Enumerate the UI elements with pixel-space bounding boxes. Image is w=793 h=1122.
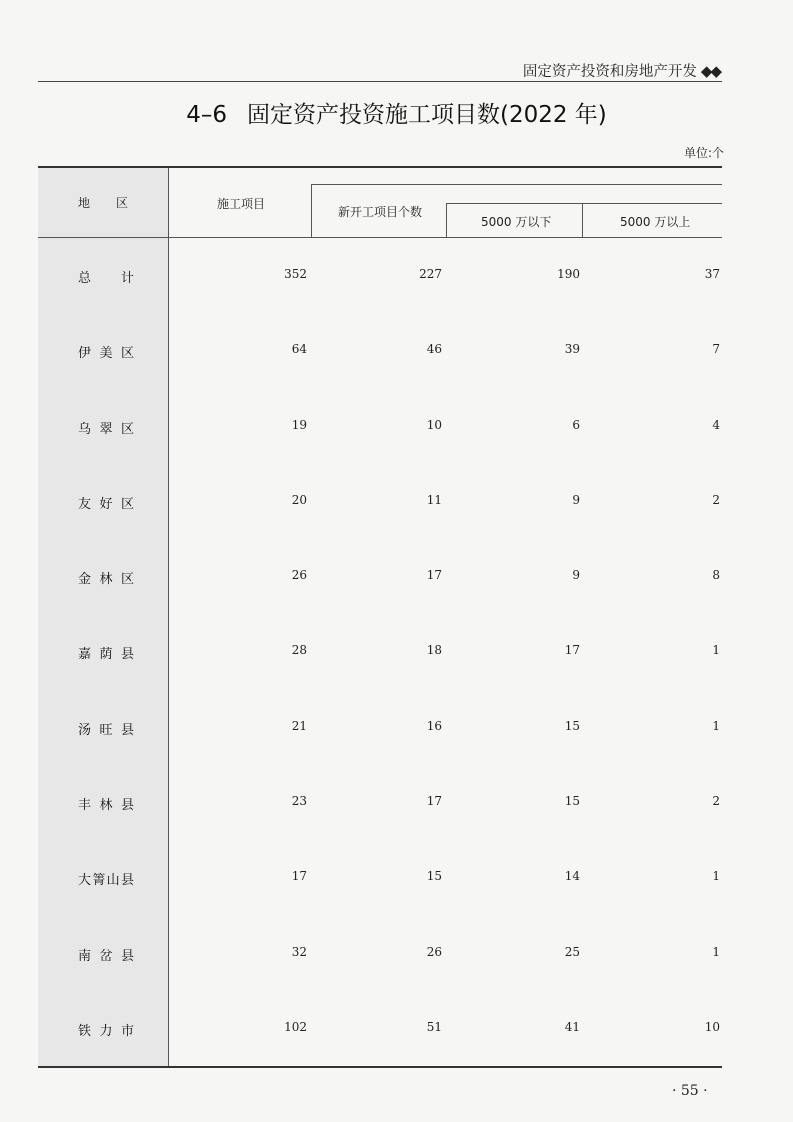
above-value: 1 (712, 643, 720, 658)
above-value: 1 (712, 869, 720, 884)
region-name: 总计 (78, 271, 134, 286)
above-value: 8 (712, 568, 720, 583)
table-row (38, 840, 722, 915)
total-value: 102 (284, 1019, 307, 1034)
above-value: 4 (712, 417, 720, 432)
below-value: 14 (564, 869, 580, 884)
new-value: 15 (426, 869, 442, 884)
table-row (38, 690, 722, 765)
header-divider-above (582, 203, 583, 237)
region-name: 伊美区 (78, 346, 134, 362)
below-value: 15 (564, 794, 580, 809)
page-number: · 55 · (672, 1083, 708, 1099)
new-value: 18 (426, 643, 442, 658)
region-name: 大箐山县 (78, 873, 134, 889)
new-value: 10 (426, 417, 442, 432)
table-top-rule (38, 166, 722, 168)
new-value: 46 (426, 342, 442, 357)
table-row (38, 991, 722, 1066)
header-rule (38, 81, 722, 82)
region-name: 乌翠区 (78, 421, 134, 437)
table-title: 固定资产投资施工项目数(2022 年) (246, 102, 607, 128)
total-value: 26 (291, 568, 307, 583)
header-divider-below (446, 203, 447, 237)
total-value: 28 (291, 643, 307, 658)
new-value: 17 (426, 568, 442, 583)
region-name: 嘉荫县 (78, 647, 134, 663)
table-number: 4–6 (186, 102, 227, 128)
header-divider-new (311, 184, 312, 237)
above-value: 7 (712, 342, 720, 357)
new-value: 17 (426, 794, 442, 809)
above-value: 37 (704, 267, 720, 281)
below-value: 17 (564, 643, 580, 658)
below-value: 6 (572, 417, 580, 432)
column-header-region: 地区 (78, 196, 155, 210)
total-value: 17 (291, 869, 307, 884)
above-value: 1 (712, 944, 720, 959)
above-value: 2 (712, 794, 720, 809)
new-value: 227 (419, 267, 442, 281)
page-title (0, 96, 793, 129)
above-value: 2 (712, 492, 720, 507)
total-value: 64 (291, 342, 307, 357)
table-row (38, 313, 722, 388)
column-header-above: 5000 万以上 (620, 215, 691, 229)
below-value: 25 (564, 944, 580, 959)
table-body (38, 238, 722, 1066)
total-value: 32 (291, 944, 307, 959)
total-value: 21 (291, 718, 307, 733)
total-value: 352 (284, 267, 307, 281)
table-bottom-rule (38, 1066, 722, 1068)
above-value: 1 (712, 718, 720, 733)
table-row (38, 389, 722, 464)
below-value: 41 (564, 1019, 580, 1034)
region-name: 丰林县 (78, 798, 134, 814)
below-value: 9 (572, 492, 580, 507)
above-value: 10 (704, 1019, 720, 1034)
table-row (38, 539, 722, 614)
new-value: 16 (426, 718, 442, 733)
below-value: 39 (564, 342, 580, 357)
running-head-label: 固定资产投资和房地产开发 (522, 64, 697, 80)
table-row (38, 916, 722, 991)
column-header-new: 新开工项目个数 (338, 205, 423, 219)
region-name: 南岔县 (78, 948, 134, 964)
table-row (38, 238, 722, 313)
header-group-rule (311, 184, 722, 185)
region-name: 汤旺县 (78, 722, 134, 738)
total-value: 20 (291, 492, 307, 507)
table-row (38, 464, 722, 539)
column-header-below: 5000 万以下 (481, 215, 552, 229)
below-value: 9 (572, 568, 580, 583)
region-name: 铁力市 (78, 1023, 134, 1039)
region-name: 友好区 (78, 496, 134, 512)
new-value: 11 (426, 492, 442, 507)
column-header-total: 施工项目 (217, 197, 266, 211)
total-value: 23 (291, 794, 307, 809)
below-value: 190 (557, 267, 580, 281)
region-name: 金林区 (78, 572, 134, 588)
diamond-icon: ◆◆ (700, 62, 720, 80)
table-row (38, 614, 722, 689)
new-value: 26 (426, 944, 442, 959)
header-subgroup-rule (446, 203, 722, 204)
new-value: 51 (426, 1019, 442, 1034)
below-value: 15 (564, 718, 580, 733)
table-row (38, 765, 722, 840)
unit-label: 单位:个 (683, 146, 724, 160)
total-value: 19 (291, 417, 307, 432)
